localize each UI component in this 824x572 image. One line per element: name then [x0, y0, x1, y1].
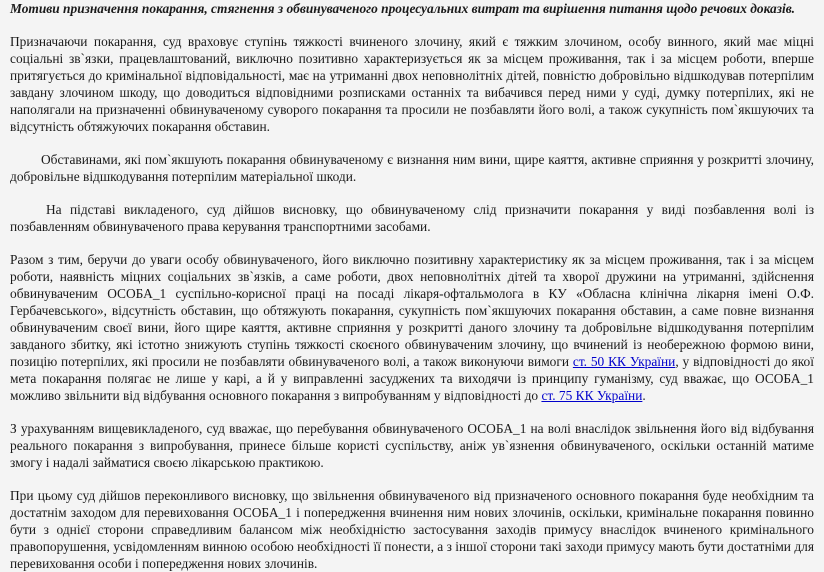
paragraph-release-benefit: З урахуванням вищевикладеного, суд вважає, що перебування обвинуваченого ОСОБА_1 на волі внаслідок звільнення його від відбування реального покарання з випробування, принесе більше користі суспільству, аніж ув`язнення обвинуваченого, оскільки останній матиме змогу і надалі займатися своєю лікарською практикою. [10, 421, 814, 470]
article-75-link[interactable]: ст. 75 КК України [541, 388, 643, 403]
paragraph-mitigating-circumstances: Обставинами, які пом`якшують покарання обвинуваченому є визнання ним вини, щире каяття, активне сприяння у розкритті злочину, добровільне відшкодування потерпілим матеріальної шкоди. [10, 152, 814, 184]
section-heading: Мотиви призначення покарання, стягнення з обвинуваченого процесуальних витрат та вирішення питання щодо речових доказів. [10, 1, 796, 16]
paragraph-final-conclusion: При цьому суд дійшов переконливого висновку, що звільнення обвинуваченого від призначеного основного покарання буде необхідним та достатнім заходом для перевиховання ОСОБА_1 і попередження вчинення ним нових злочинів, оскільки, кримінальне покарання повинно бути з однієї сторони справедливим балансом між необхідністю застосування заходів примусу внаслідок вчиненого кримінального правопорушення, усвідомленням винною особою необхідності її понести, а з іншої сторони такі заходи примусу мають бути достатніми для перевиховання особи і попередження нових злочинів. [10, 488, 814, 571]
paragraph-probation-reasoning [10, 251, 814, 404]
article-50-link[interactable]: ст. 50 КК України [572, 354, 676, 369]
paragraph-text: , у відповідності до якої мета покарання полягає не лише у карі, а й у виправленні засуджених та виходячи із принципу гуманізму, суд вважає, що ОСОБА_1 можливо звільнити від відбування основного покарання з випробуванням у відповідності до [10, 354, 814, 403]
paragraph-sentencing-factors: Призначаючи покарання, суд враховує ступінь тяжкості вчиненого злочину, який є тяжким злочином, особу винного, який має міцні соціальні зв`язки, працевлаштований, виключно позитивно характеризується як за місцем проживання, так і за місцем роботи, вперше притягується до кримінальної відповідальності, має на утриманні двох неповнолітніх дітей, повністю добровільно відшкодував потерпілим завдану злочином шкоду, що доводиться відповідними розписками останніх та вибачився перед ними у суді, думку потерпілих, які не наполягали на призначенні обвинуваченому суворого покарання та просили не позбавляти його волі, а також сукупність пом`якшуючих та відсутність обтяжуючих покарання обставин. [10, 34, 814, 134]
paragraph-text: . [642, 388, 646, 403]
paragraph-conclusion: На підставі викладеного, суд дійшов висновку, що обвинуваченому слід призначити покарання у виді позбавлення волі із позбавленням обвинуваченого права керування транспортними засобами. [10, 202, 814, 234]
paragraph-text: Разом з тим, беручи до уваги особу обвинуваченого, його виключно позитивну характеристику як за місцем проживання, так і за місцем роботи, наявність міцних соціальних зв`язків, а саме роботи, двох неповнолітніх дітей та хворої дружини на утриманні, здійснення обвинуваченим ОСОБА_1 суспільно-корисної праці на посаді лікаря-офтальмолога в КУ «Обласна клінічна лікарня імені О.Ф. Гербачевського», відсутність обставин, що обтяжують покарання, сукупність пом`якшуючих покарання обставин, а саме повне визнання обвинуваченим своєї вини, його щире каяття, активне сприяння у розкритті даного злочину та добровільне відшкодування потерпілим завданого збитку, які істотно знижують ступінь тяжкості скоєного обвинуваченим злочину, що вчинений із необережною формою вини, позицію потерпілих, які просили не позбавляти обвинуваченого волі, а також виконуючи вимоги [10, 252, 814, 369]
